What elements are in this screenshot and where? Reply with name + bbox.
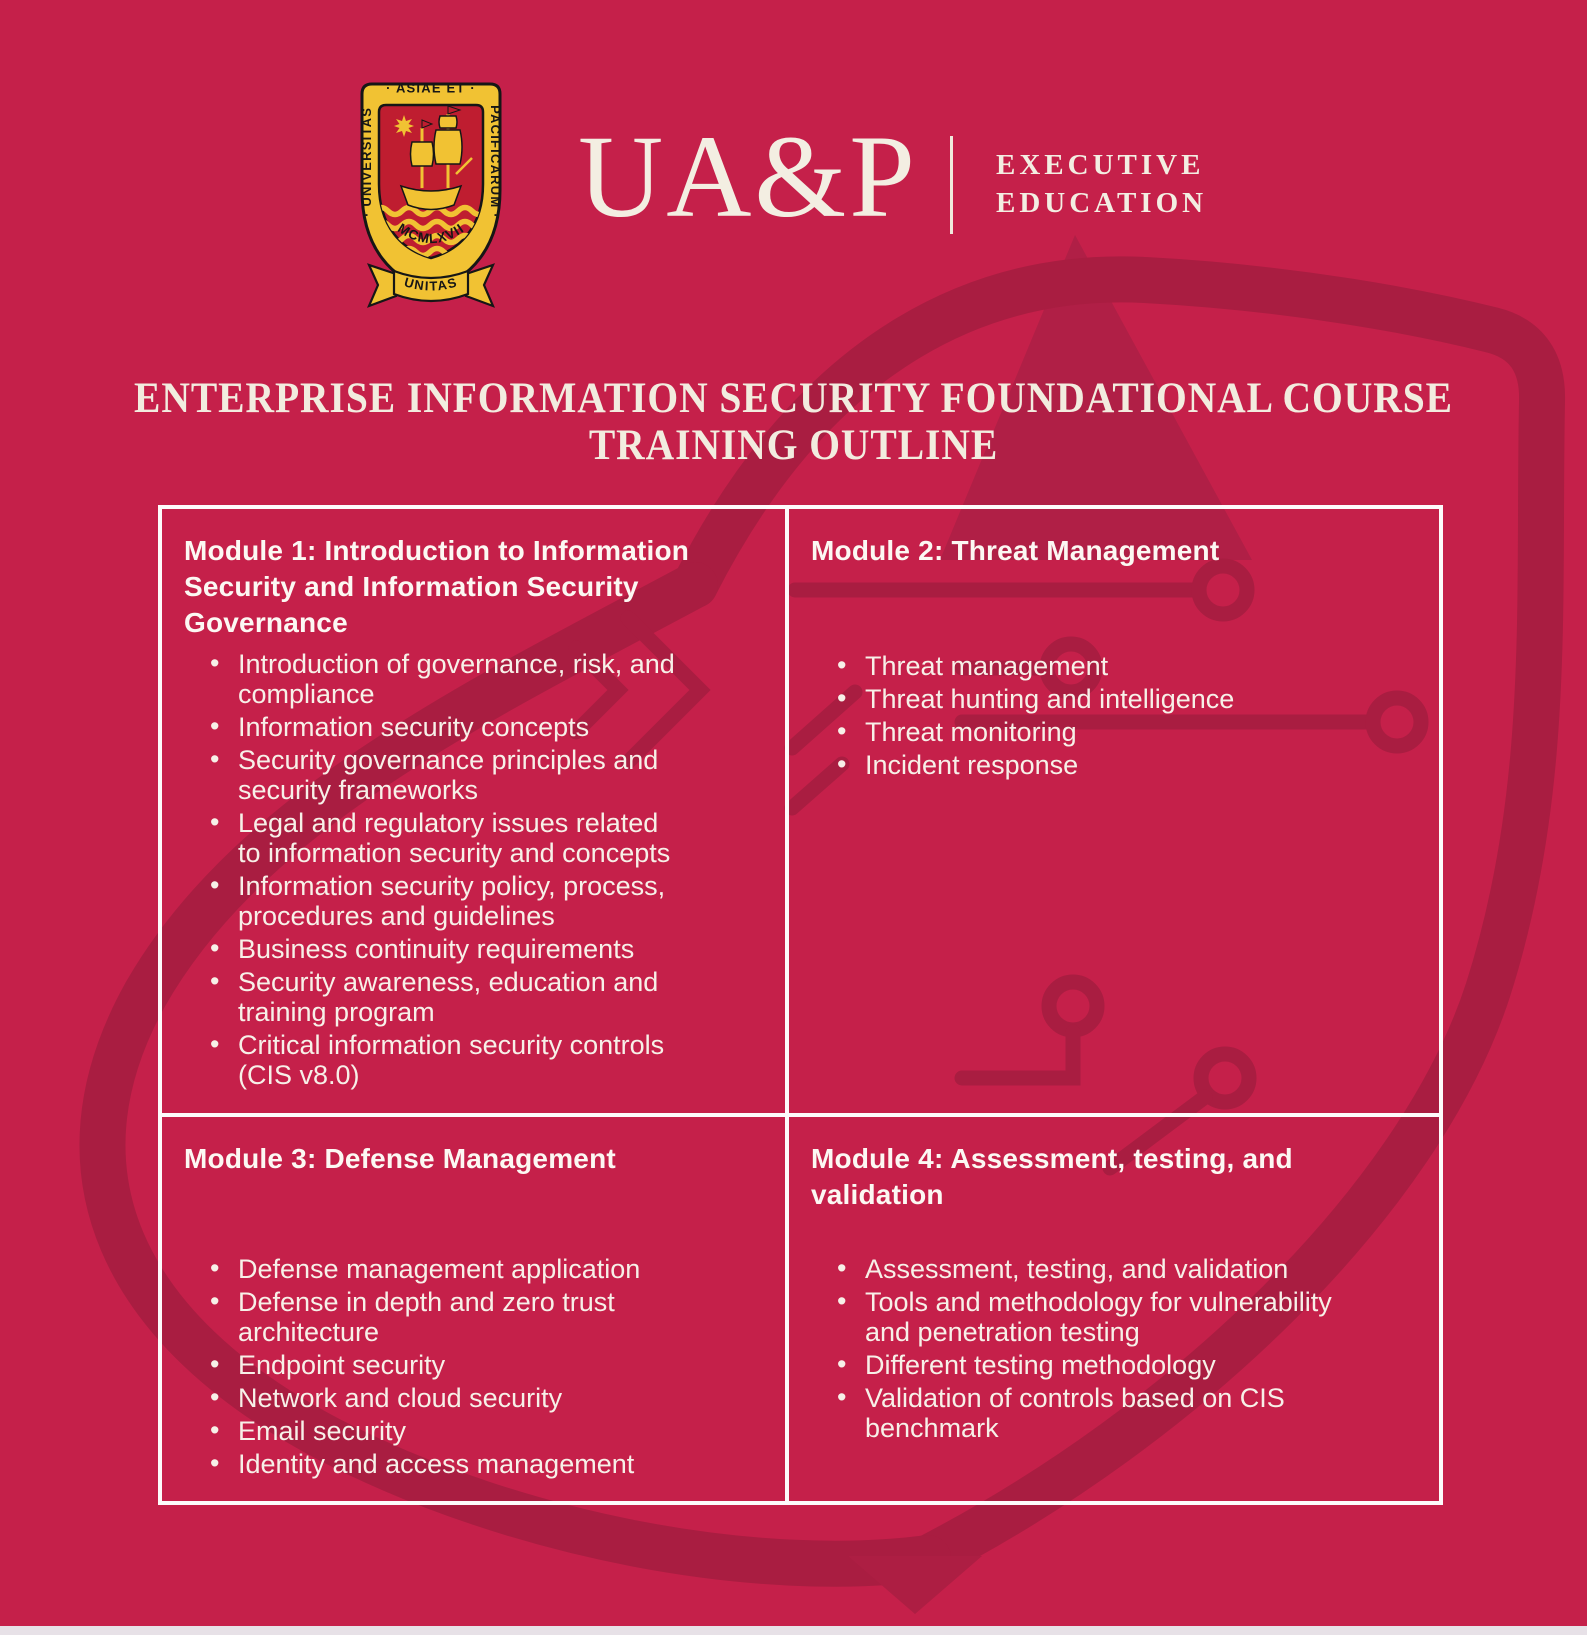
list-item: • Security awareness, education and training program	[210, 967, 684, 1027]
crest-ring-top-text: · ASIAE ET ·	[386, 80, 476, 96]
list-item: • Introduction of governance, risk, and compliance	[210, 649, 684, 709]
module-3-list	[184, 1254, 684, 1479]
list-item: • Validation of controls based on CIS benchmark	[837, 1383, 1341, 1443]
module-2-heading: Module 2: Threat Management	[811, 535, 1220, 566]
list-item: • Incident response	[837, 750, 1331, 780]
crest-ring-left-text: · UNIVERSITAS	[359, 106, 374, 217]
module-1-list	[184, 649, 684, 1090]
module-3-cell	[162, 1117, 785, 1509]
list-item: • Threat hunting and intelligence	[837, 684, 1331, 714]
module-2-cell	[789, 509, 1439, 1113]
uap-crest-logo	[356, 78, 506, 313]
title-line1: ENTERPRISE INFORMATION SECURITY FOUNDATIONAL COURSE	[134, 374, 1453, 422]
list-item: • Identity and access management	[210, 1449, 684, 1479]
module-4-list	[811, 1254, 1341, 1443]
module-4-cell	[789, 1117, 1439, 1509]
module-4-heading: Module 4: Assessment, testing, and validation	[811, 1143, 1293, 1210]
list-item: • Defense management application	[210, 1254, 684, 1284]
list-item: • Critical information security controls (CIS v8.0)	[210, 1030, 684, 1090]
crest-ring-right-text: PACIFICARUM ·	[488, 105, 503, 219]
list-item: • Endpoint security	[210, 1350, 684, 1380]
list-item: • Legal and regulatory issues related to information security and concepts	[210, 808, 684, 868]
svg-text:· ASIAE ET ·	[386, 81, 476, 96]
list-item: • Business continuity requirements	[210, 934, 684, 964]
list-item: • Email security	[210, 1416, 684, 1446]
module-table	[158, 505, 1443, 1505]
list-item: • Different testing methodology	[837, 1350, 1341, 1380]
module-1-cell	[162, 509, 785, 1113]
list-item: • Tools and methodology for vulnerability and penetration testing	[837, 1287, 1341, 1347]
list-item: • Network and cloud security	[210, 1383, 684, 1413]
list-item: • Assessment, testing, and validation	[837, 1254, 1341, 1284]
division-line1: EXECUTIVE	[996, 149, 1205, 181]
brand-divider	[950, 136, 953, 234]
svg-text:· UNIVERSITAS	[359, 107, 374, 217]
bottom-edge-strip	[0, 1626, 1587, 1635]
list-item: • Security governance principles and security frameworks	[210, 745, 684, 805]
list-item: • Threat monitoring	[837, 717, 1331, 747]
division-name	[996, 146, 1207, 222]
svg-text:PACIFICARUM ·	[488, 105, 503, 219]
crest-year-text: MCMLXVII	[395, 220, 467, 247]
uap-wordmark: UA&P	[578, 111, 918, 242]
list-item: • Threat management	[837, 651, 1331, 681]
list-item: • Defense in depth and zero trust architecture	[210, 1287, 684, 1347]
title-line2: TRAINING OUTLINE	[588, 421, 999, 469]
module-3-heading: Module 3: Defense Management	[184, 1143, 616, 1174]
module-2-list	[811, 651, 1331, 780]
division-line2: EDUCATION	[996, 187, 1208, 219]
module-1-heading: Module 1: Introduction to Information Security and Information Security Governance	[184, 535, 690, 638]
crest-ribbon-text: UNITAS	[402, 274, 460, 294]
page-title	[63, 375, 1523, 469]
list-item: • Information security policy, process, procedures and guidelines	[210, 871, 684, 931]
list-item: • Information security concepts	[210, 712, 684, 742]
